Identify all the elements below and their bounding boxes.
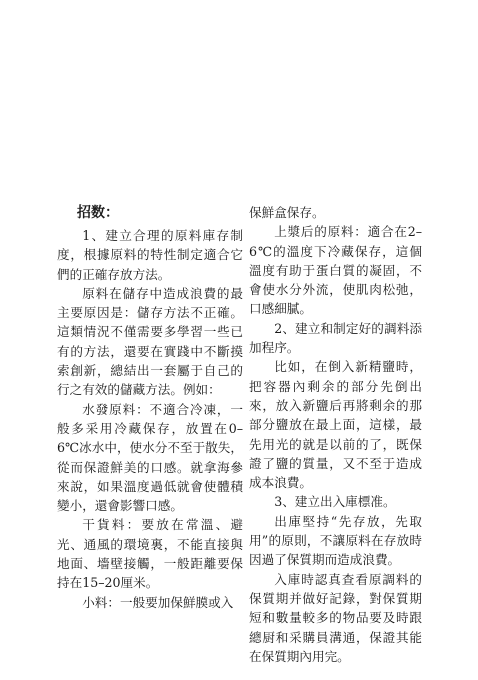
right-paragraph: 保鮮盒保存。: [249, 205, 325, 220]
left-paragraph: 1、建立合理的原料庫存制度，根據原料的特性制定適合它們的正確存放方法。: [57, 228, 243, 282]
left-column: [57, 203, 243, 612]
right-paragraph: 3、建立出入庫標准。: [274, 494, 396, 510]
right-paragraph: 比如，在倒入新精鹽時，把容器內剩余的部分先倒出來，放入新鹽后再將剩余的那部分鹽放在最上面，這樣，最先用光的就是以前的了，既保證了鹽的質量，又不至于造成成本浪費。: [249, 359, 422, 491]
section-heading: 招数：: [77, 205, 119, 221]
right-column: [249, 203, 422, 666]
right-paragraph: 入庫時認真查看原調料的保質期并做好記錄，對保質期短和數量較多的物品要及時跟總厨和采購員溝通，保證其能在保質期內用完。: [249, 571, 422, 664]
right-paragraph: 出庫堅持“先存放，先取用”的原則，不讓原料在存放時因過了保質期而造成浪費。: [249, 513, 422, 568]
left-paragraph: 小料：一般要加保鮮膜或入: [82, 594, 234, 610]
right-paragraph: 上漿后的原料：適合在2–6℃的溫度下冷藏保存，這個溫度有助于蛋白質的凝固，不會使水分外流，使肌肉松弛，口感細膩。: [249, 224, 422, 317]
left-paragraph: 干貨料：要放在常溫、避光、通風的環境裏，不能直接與地面、墻壁接觸，一般距離要保持在15–20厘米。: [57, 517, 243, 591]
left-paragraph: 原料在儲存中造成浪費的最主要原因是：儲存方法不正確。這類情況不僅需要多學習一些已有的方法，還要在實踐中不斷摸索創新，總結出一套屬于自己的行之有效的儲藏方法。例如：: [57, 285, 243, 398]
left-paragraph: 水發原料：不適合冷凍，一般多采用冷藏保存，放置在0–6℃冰水中，使水分不至于散失，從而保證鮮美的口感。就拿海參來說，如果溫度過低就會使體積變小，還會影響口感。: [57, 401, 243, 514]
right-paragraph: 2、建立和制定好的調料添加程序。: [249, 320, 422, 356]
